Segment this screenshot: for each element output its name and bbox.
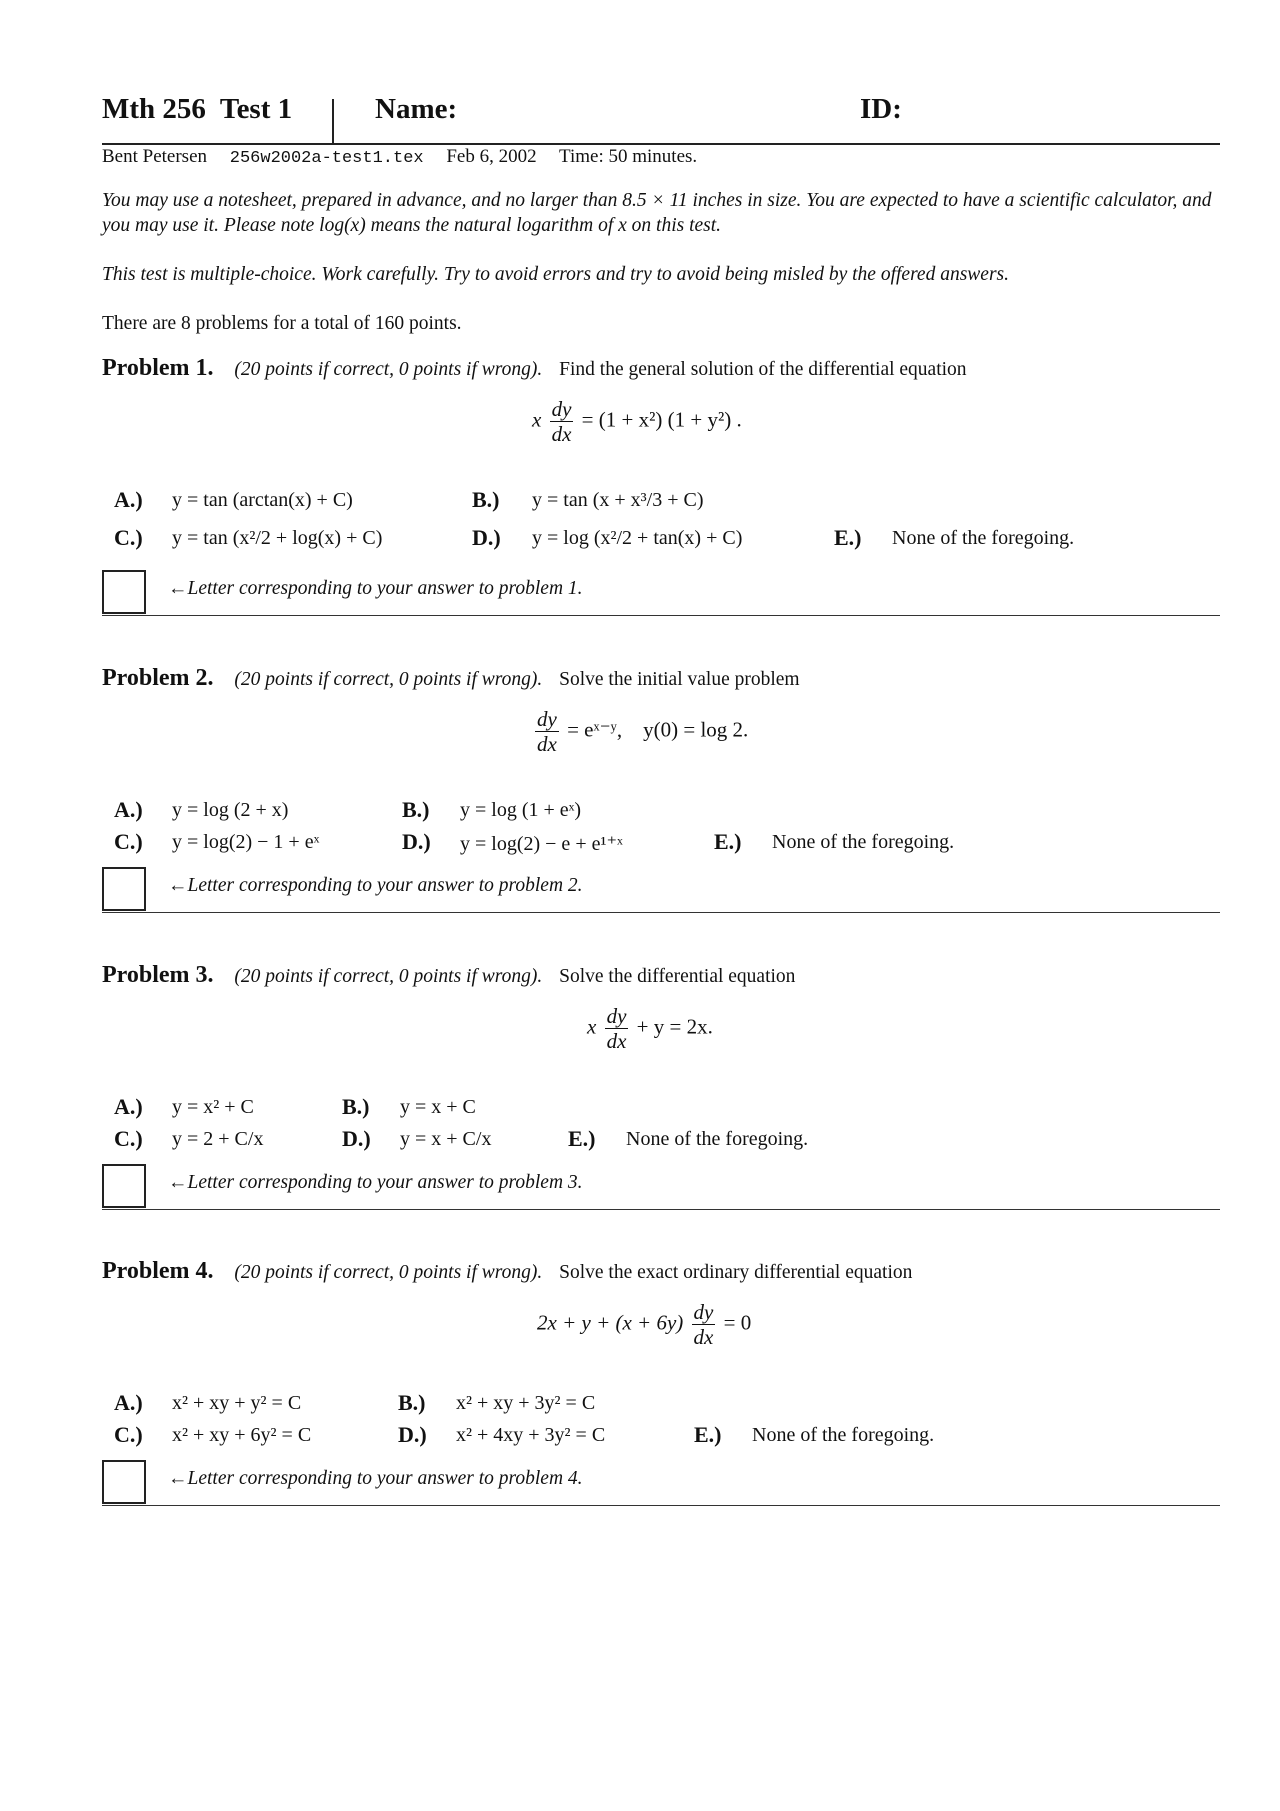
instruction-notesheet: You may use a notesheet, prepared in advance, and no larger than 8.5 × 11 inches in size. You are expected to have a scientific calculator, and you may use it. Please note log(x) means the natural logarithm of x on this test.	[102, 190, 1212, 236]
instruction-multiple-choice: This test is multiple-choice. Work carefully. Try to avoid errors and try to avoid being misled by the offered answers.	[102, 264, 1010, 285]
problem-equation: 2x + y + (x + 6y) $\frac{dy}{dx}$ = 0	[537, 1300, 752, 1349]
problem-equation: x $\frac{dy}{dx}$ + y = 2x.	[587, 1004, 713, 1053]
option-d-label: D.)	[342, 1126, 371, 1151]
problem-title: Problem 2.	[102, 665, 214, 691]
option-a-text: y = x² + C	[172, 1096, 254, 1118]
problem-prompt: Solve the exact ordinary differential equation	[559, 1262, 913, 1283]
option-a-label: A.)	[114, 1390, 143, 1415]
problem-4	[102, 1258, 1220, 1489]
test-date: Feb 6, 2002	[446, 146, 537, 167]
option-d-text: y = log(2) − e + e¹⁺ˣ	[460, 833, 623, 855]
option-e-text: None of the foregoing.	[772, 831, 955, 853]
header-divider	[332, 99, 334, 143]
option-a-label: A.)	[114, 487, 143, 512]
problem-1	[102, 355, 1220, 599]
divider	[102, 615, 1220, 616]
option-d-label: D.)	[398, 1422, 427, 1447]
option-d-text: y = x + C/x	[400, 1128, 492, 1150]
problem-heading	[102, 665, 1220, 692]
derivative-fraction: $\frac{dy}{dx}$	[693, 1300, 714, 1349]
option-b-label: B.)	[402, 797, 430, 822]
divider	[102, 1505, 1220, 1506]
option-e-text: None of the foregoing.	[626, 1128, 809, 1150]
problem-2	[102, 665, 1220, 896]
problem-heading	[102, 355, 1220, 382]
problem-heading	[102, 962, 1220, 989]
option-c-label: C.)	[114, 829, 143, 854]
option-d-label: D.)	[472, 525, 501, 550]
problem-points: (20 points if correct, 0 points if wrong).	[234, 669, 543, 690]
derivative-fraction: $\frac{dy}{dx}$	[551, 397, 572, 446]
option-a-text: y = tan (arctan(x) + C)	[172, 489, 353, 511]
problem-title: Problem 4.	[102, 1258, 214, 1284]
option-c-label: C.)	[114, 1126, 143, 1151]
answer-box[interactable]	[102, 867, 146, 911]
option-a-label: A.)	[114, 1094, 143, 1119]
problem-points: (20 points if correct, 0 points if wrong).	[234, 1262, 543, 1283]
problem-points: (20 points if correct, 0 points if wrong).	[234, 359, 543, 380]
divider	[102, 1209, 1220, 1210]
option-c-text: x² + xy + 6y² = C	[172, 1424, 312, 1446]
option-a-text: x² + xy + y² = C	[172, 1392, 302, 1414]
problem-title: Problem 3.	[102, 962, 214, 988]
option-d-text: x² + 4xy + 3y² = C	[456, 1424, 606, 1446]
option-a-text: y = log (2 + x)	[172, 799, 289, 821]
option-b-label: B.)	[342, 1094, 370, 1119]
option-b-text: y = log (1 + eˣ)	[460, 799, 582, 821]
option-c-text: y = log(2) − 1 + eˣ	[172, 831, 320, 853]
answer-hint: ←Letter corresponding to your answer to problem 1.	[168, 578, 583, 599]
option-e-label: E.)	[568, 1126, 596, 1151]
problem-heading	[102, 1258, 1220, 1285]
problem-prompt: Solve the initial value problem	[559, 669, 800, 690]
option-b-label: B.)	[472, 487, 500, 512]
time-limit: Time: 50 minutes.	[559, 146, 698, 167]
instruction-total: There are 8 problems for a total of 160 points.	[102, 313, 462, 334]
author: Bent Petersen	[102, 146, 208, 167]
option-e-label: E.)	[714, 829, 742, 854]
problem-equation: $\frac{dy}{dx}$ = eˣ⁻ʸ, y(0) = log 2.	[537, 707, 749, 756]
option-d-label: D.)	[402, 829, 431, 854]
option-c-text: y = tan (x²/2 + log(x) + C)	[172, 527, 383, 549]
problem-title: Problem 1.	[102, 355, 214, 381]
option-c-label: C.)	[114, 1422, 143, 1447]
problem-points: (20 points if correct, 0 points if wrong).	[234, 966, 543, 987]
option-e-label: E.)	[694, 1422, 722, 1447]
answer-box[interactable]	[102, 570, 146, 614]
problem-prompt: Solve the differential equation	[559, 966, 796, 987]
answer-box[interactable]	[102, 1164, 146, 1208]
name-label: Name:	[375, 93, 458, 125]
problem-prompt: Find the general solution of the differential equation	[559, 359, 967, 380]
file-name: 256w2002a-test1.tex	[229, 149, 424, 168]
option-e-text: None of the foregoing.	[752, 1424, 935, 1446]
derivative-fraction: $\frac{dy}{dx}$	[606, 1004, 627, 1053]
course-title: Mth 256 Test 1	[102, 93, 293, 125]
option-b-text: x² + xy + 3y² = C	[456, 1392, 596, 1414]
option-e-label: E.)	[834, 525, 862, 550]
problem-3	[102, 962, 1220, 1193]
option-b-text: y = x + C	[400, 1096, 476, 1118]
answer-box[interactable]	[102, 1460, 146, 1504]
header-bar	[102, 93, 1220, 145]
problem-equation: x $\frac{dy}{dx}$ = (1 + x²) (1 + y²) .	[532, 397, 742, 446]
divider	[102, 912, 1220, 913]
option-b-text: y = tan (x + x³/3 + C)	[532, 489, 704, 511]
answer-hint: ←Letter corresponding to your answer to problem 2.	[168, 875, 583, 896]
id-label: ID:	[860, 93, 902, 125]
answer-hint: ←Letter corresponding to your answer to problem 4.	[168, 1468, 583, 1489]
option-e-text: None of the foregoing.	[892, 527, 1075, 549]
option-c-text: y = 2 + C/x	[172, 1128, 264, 1150]
test-meta	[102, 146, 697, 168]
option-c-label: C.)	[114, 525, 143, 550]
option-a-label: A.)	[114, 797, 143, 822]
option-b-label: B.)	[398, 1390, 426, 1415]
answer-hint: ←Letter corresponding to your answer to problem 3.	[168, 1172, 583, 1193]
derivative-fraction: $\frac{dy}{dx}$	[537, 707, 557, 756]
option-d-text: y = log (x²/2 + tan(x) + C)	[532, 527, 743, 549]
